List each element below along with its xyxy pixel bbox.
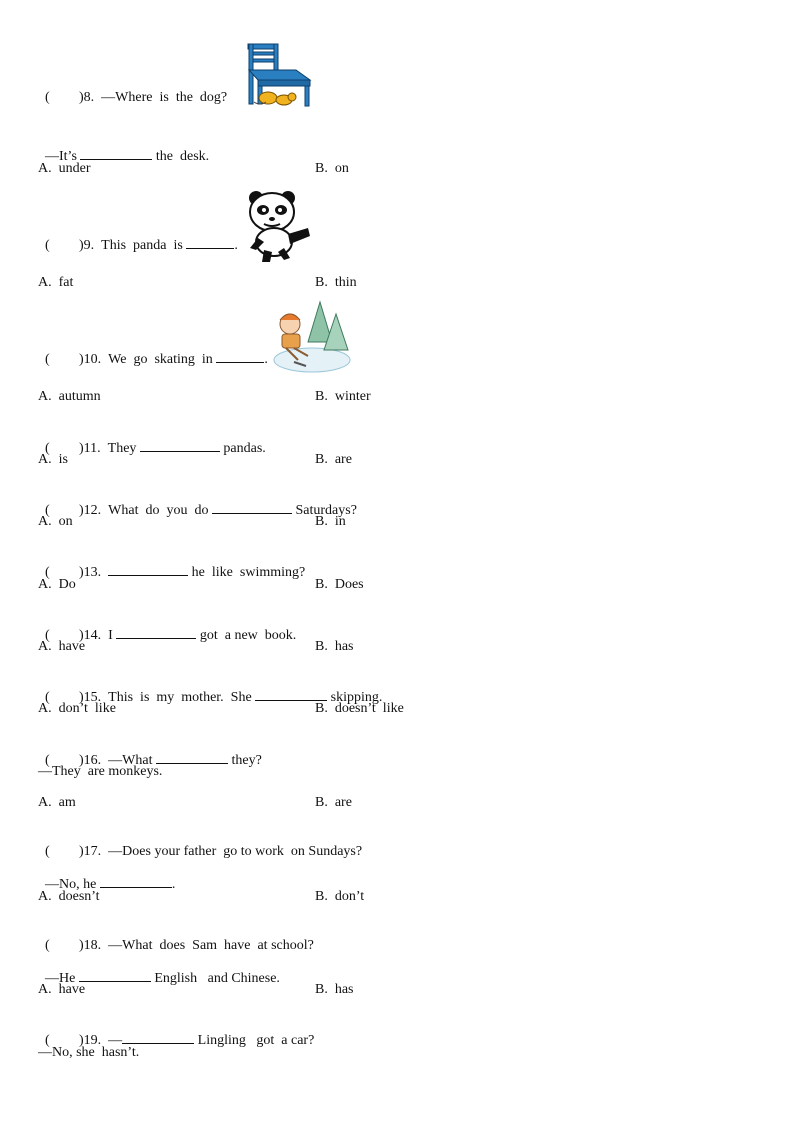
question-9: ( )9. This panda is . (38, 217, 238, 255)
answer-blank[interactable] (140, 438, 220, 452)
answer-blank[interactable] (108, 562, 188, 576)
option-b[interactable]: B. don’t (315, 889, 365, 904)
option-b[interactable]: B. thin (315, 275, 357, 290)
option-b[interactable]: B. doesn’t like (315, 701, 404, 716)
option-a[interactable]: A. under (38, 161, 91, 176)
answer-blank[interactable] (186, 235, 234, 249)
girl-skating-image (272, 298, 352, 374)
answer-line-17: —No, he . (38, 856, 175, 894)
answer-line-16: —They are monkeys. (38, 764, 163, 779)
option-a[interactable]: A. don’t like (38, 701, 116, 716)
question-13: ( )13. he like swimming? (38, 544, 305, 582)
answer-blank[interactable] (156, 750, 228, 764)
option-b[interactable]: B. has (315, 982, 354, 997)
option-a[interactable]: A. have (38, 639, 86, 654)
panda-image (244, 188, 312, 264)
option-a[interactable]: A. autumn (38, 389, 101, 404)
question-11: ( )11. They pandas. (38, 420, 266, 458)
option-a[interactable]: A. on (38, 514, 73, 529)
option-b[interactable]: B. winter (315, 389, 371, 404)
answer-line-19: —No, she hasn’t. (38, 1045, 140, 1060)
answer-blank[interactable] (100, 874, 172, 888)
option-a[interactable]: A. is (38, 452, 68, 467)
answer-blank[interactable] (216, 349, 264, 363)
question-19: ( )19. — Lingling got a car? (38, 1012, 314, 1050)
answer-blank[interactable] (116, 625, 196, 639)
question-10: ( )10. We go skating in . (38, 331, 268, 369)
answer-blank[interactable] (122, 1030, 194, 1044)
answer-blank[interactable] (79, 968, 151, 982)
option-b[interactable]: B. Does (315, 577, 364, 592)
option-b[interactable]: B. are (315, 795, 352, 810)
answer-blank[interactable] (255, 687, 327, 701)
question-14: ( )14. I got a new book. (38, 607, 296, 645)
answer-blank[interactable] (80, 146, 152, 160)
option-b[interactable]: B. are (315, 452, 352, 467)
option-b[interactable]: B. on (315, 161, 349, 176)
option-a[interactable]: A. am (38, 795, 76, 810)
option-a[interactable]: A. fat (38, 275, 74, 290)
option-a[interactable]: A. Do (38, 577, 76, 592)
question-8: ( )8. —Where is the dog? (45, 90, 228, 105)
option-b[interactable]: B. in (315, 514, 346, 529)
answer-line-8: —It’s the desk. (38, 128, 209, 166)
option-a[interactable]: A. doesn’t (38, 889, 100, 904)
answer-blank[interactable] (212, 500, 292, 514)
question-18: ( )18. —What does Sam have at school? (45, 938, 314, 953)
option-b[interactable]: B. has (315, 639, 354, 654)
question-12: ( )12. What do you do Saturdays? (38, 482, 357, 520)
question-17: ( )17. —Does your father go to work on Sundays? (45, 844, 363, 859)
chair-dog-image (244, 42, 314, 108)
question-16: ( )16. —What they? (38, 732, 262, 770)
answer-line-18: —He English and Chinese. (38, 950, 280, 988)
option-a[interactable]: A. have (38, 982, 86, 997)
question-15: ( )15. This is my mother. She skipping. (38, 669, 382, 707)
